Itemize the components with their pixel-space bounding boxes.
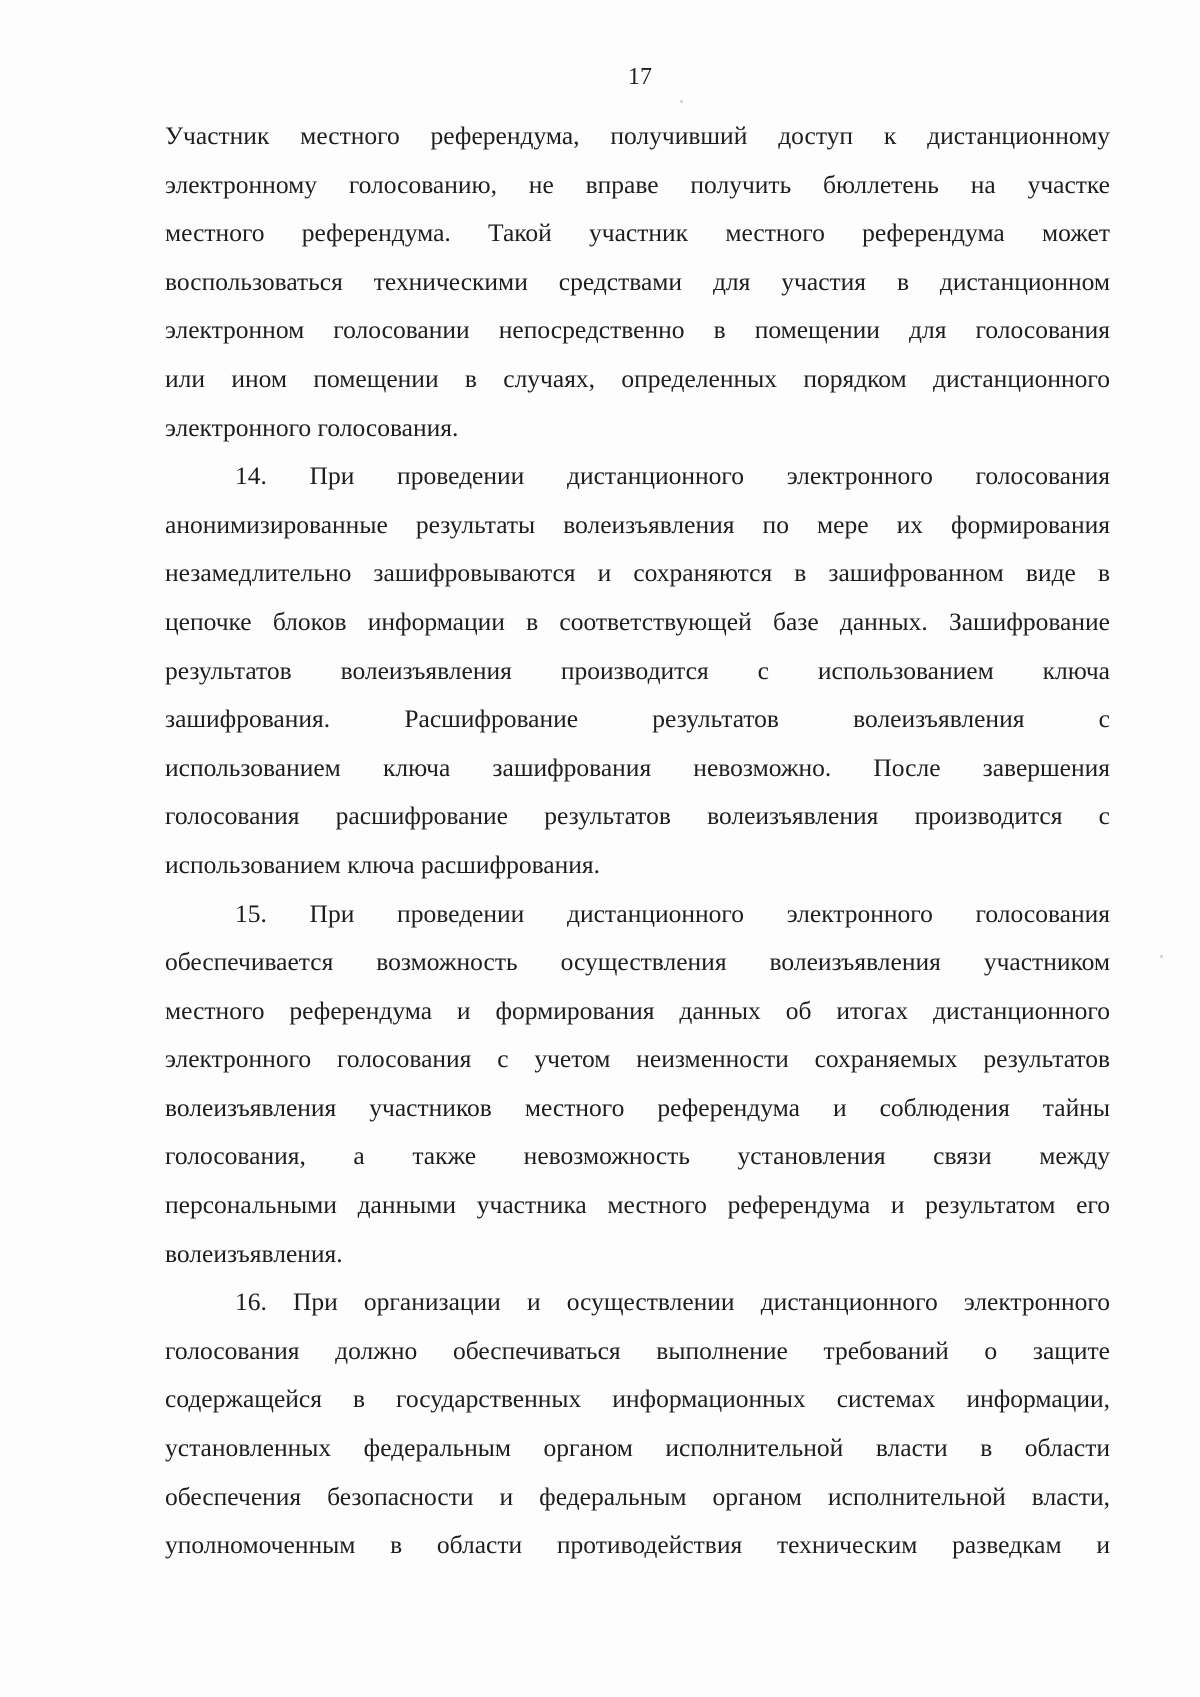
text-line: электронного голосования с учетом неизменности сохраняемых результатов bbox=[165, 1044, 1110, 1074]
text-line: волеизъявления. bbox=[165, 1238, 343, 1268]
text-line: зашифрования. Расшифрование результатов волеизъявления с bbox=[165, 704, 1110, 734]
text-line: местного референдума. Такой участник местного референдума может bbox=[165, 218, 1110, 248]
text-line: 16. При организации и осуществлении дистанционного электронного bbox=[235, 1287, 1110, 1317]
document-body bbox=[165, 112, 1110, 1570]
text-line: использованием ключа зашифрования невозможно. После завершения bbox=[165, 752, 1110, 782]
text-line: электронном голосовании непосредственно в помещении для голосования bbox=[165, 315, 1110, 345]
paragraph-14 bbox=[165, 452, 1110, 889]
text-line: обеспечения безопасности и федеральным органом исполнительной власти, bbox=[165, 1481, 1110, 1511]
text-line: волеизъявления участников местного референдума и соблюдения тайны bbox=[165, 1092, 1110, 1122]
text-line: или ином помещении в случаях, определенных порядком дистанционного bbox=[165, 363, 1110, 393]
scan-speck bbox=[1160, 955, 1163, 958]
text-line: содержащейся в государственных информационных системах информации, bbox=[165, 1384, 1110, 1414]
text-line: местного референдума и формирования данных об итогах дистанционного bbox=[165, 995, 1110, 1025]
text-line: установленных федеральным органом исполнительной власти в области bbox=[165, 1433, 1110, 1463]
text-line: электронному голосованию, не вправе получить бюллетень на участке bbox=[165, 169, 1110, 199]
page-number: 17 bbox=[628, 64, 652, 90]
text-line: уполномоченным в области противодействия техническим разведкам и bbox=[165, 1530, 1110, 1560]
text-line: электронного голосования. bbox=[165, 412, 459, 442]
text-line: анонимизированные результаты волеизъявления по мере их формирования bbox=[165, 509, 1110, 539]
text-line: 15. При проведении дистанционного электронного голосования bbox=[235, 898, 1110, 928]
text-line: воспользоваться техническими средствами для участия в дистанционном bbox=[165, 266, 1110, 296]
paragraph-15 bbox=[165, 890, 1110, 1279]
paragraph-intro bbox=[165, 112, 1110, 452]
scan-speck bbox=[680, 100, 683, 103]
text-line: Участник местного референдума, получивший доступ к дистанционному bbox=[165, 121, 1110, 150]
text-line: обеспечивается возможность осуществления волеизъявления участником bbox=[165, 947, 1110, 977]
text-line: голосования, а также невозможность установления связи между bbox=[165, 1141, 1110, 1171]
text-line: результатов волеизъявления производится с использованием ключа bbox=[165, 655, 1110, 685]
text-line: голосования расшифрование результатов волеизъявления производится с bbox=[165, 801, 1110, 831]
text-line: персональными данными участника местного референдума и результатом его bbox=[165, 1190, 1110, 1220]
paragraph-16 bbox=[165, 1278, 1110, 1570]
text-line: цепочке блоков информации в соответствующей базе данных. Зашифрование bbox=[165, 606, 1110, 636]
text-line: голосования должно обеспечиваться выполнение требований о защите bbox=[165, 1335, 1110, 1365]
text-line: незамедлительно зашифровываются и сохраняются в зашифрованном виде в bbox=[165, 558, 1110, 588]
text-line: 14. При проведении дистанционного электронного голосования bbox=[235, 461, 1110, 491]
text-line: использованием ключа расшифрования. bbox=[165, 849, 601, 879]
